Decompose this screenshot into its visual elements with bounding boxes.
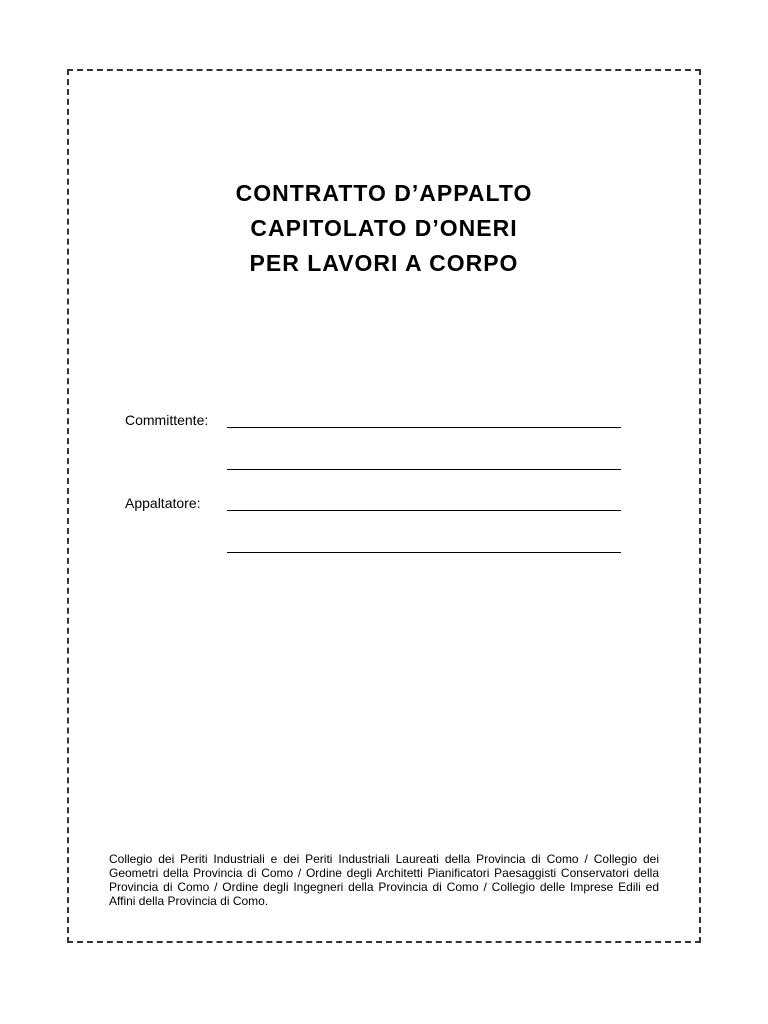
committente-fill-line-1 [227,427,621,428]
committente-label: Committente: [125,412,209,428]
appaltatore-label: Appaltatore: [125,495,201,511]
committente-row-2 [125,450,625,470]
appaltatore-fill-line-1 [227,510,621,511]
document-title [0,176,768,281]
title-line-3: PER LAVORI A CORPO [249,250,519,276]
appaltatore-row [125,491,625,511]
committente-fill-line-2 [227,469,621,470]
title-line-2: CAPITOLATO D’ONERI [250,215,518,241]
appaltatore-row-2 [125,533,625,553]
footer-issuers-note: Collegio dei Periti Industriali e dei Periti Industriali Laureati della Provincia di Como / Collegio dei Geometri della Provincia di Como / Ordine degli Architetti Pianificatori Paesaggisti Conservatori della Provincia di Como / Ordine degli Ingegneri della Provincia di Como / Collegio delle Imprese Edili ed Affini della Provincia di Como. [109,852,659,908]
appaltatore-fill-line-2 [227,552,621,553]
title-line-1: CONTRATTO D’APPALTO [235,180,533,206]
committente-row [125,408,625,428]
